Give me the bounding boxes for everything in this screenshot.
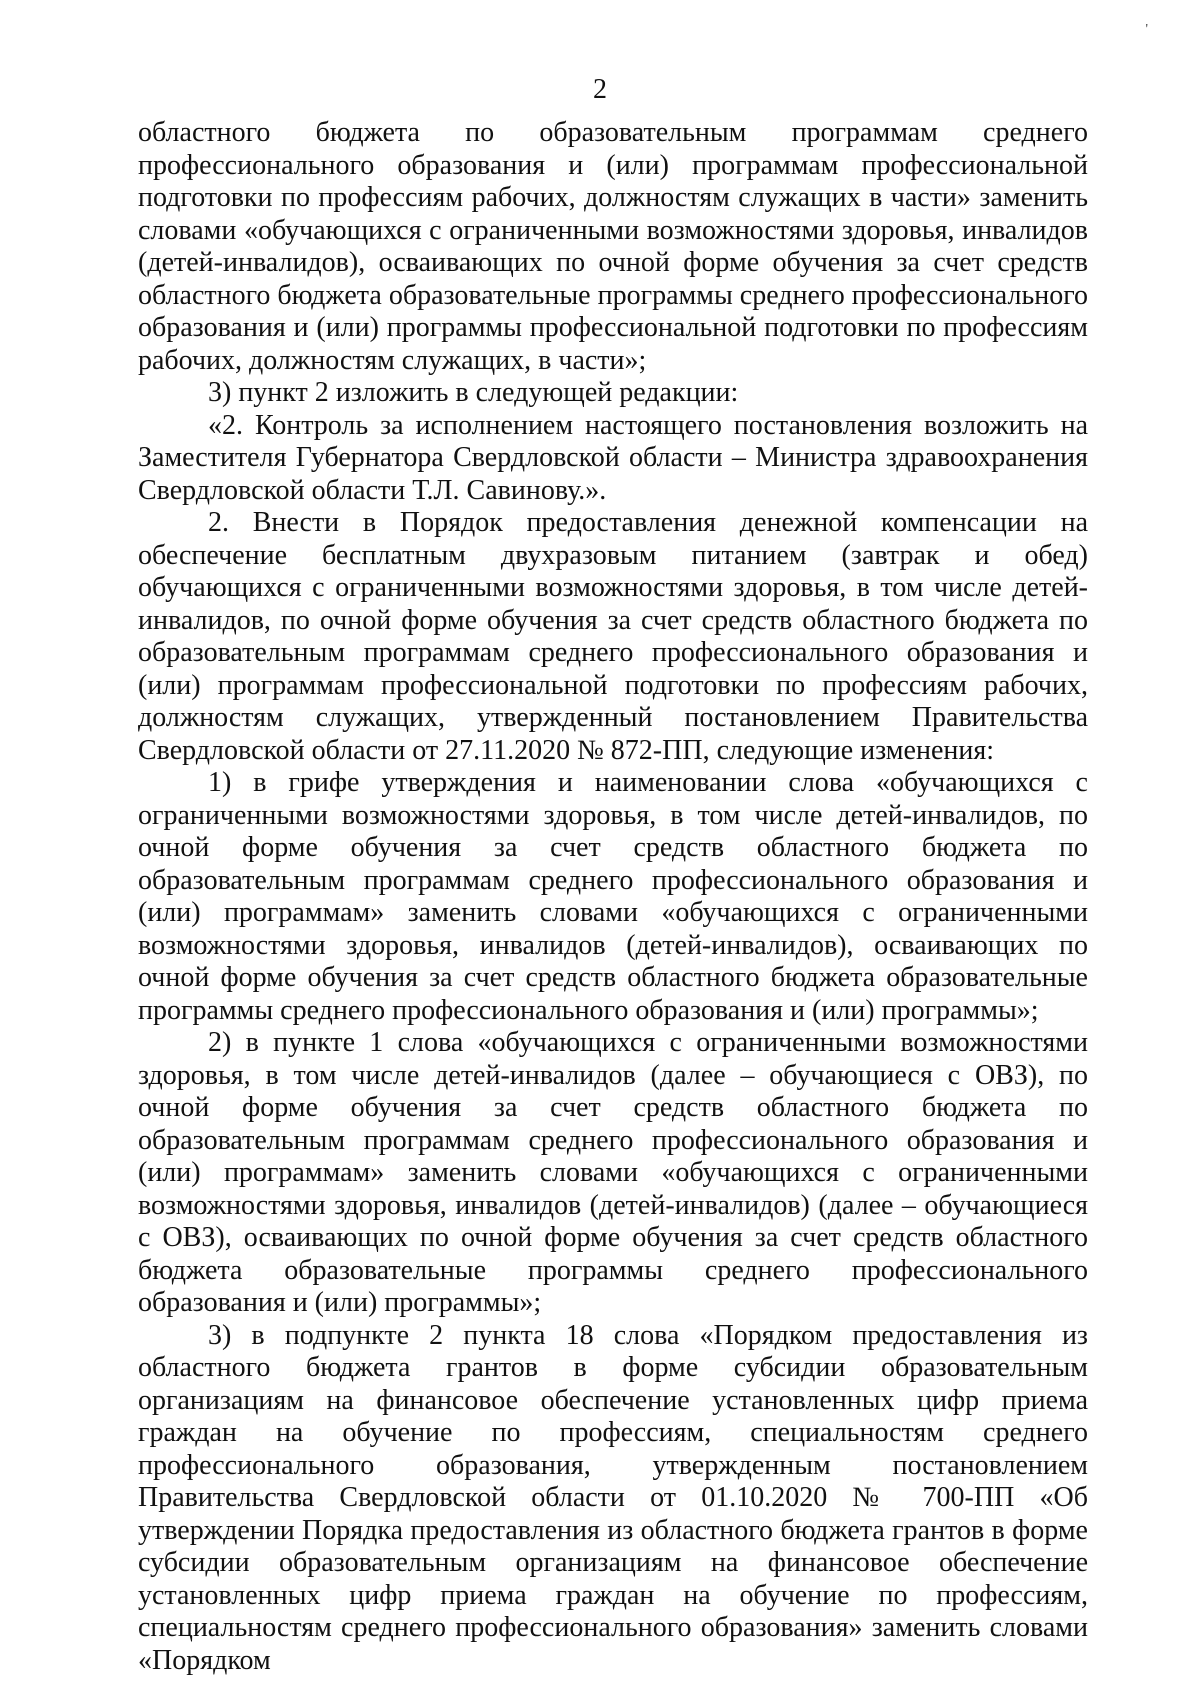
paragraph-section-2: 2. Внести в Порядок предоставления денежной компенсации на обеспечение бесплатным двухразовым питанием (завтрак и обед) обучающихся с ограниченными возможностями здоровья, в том числе детей-инвалидов, по очной форме обучения за счет средств областного бюджета по образовательным программам среднего профессионального образования и (или) программам профессиональной подготовки по профессиям рабочих, должностям служащих, утвержденный постановлением Правительства Свердловской области от 27.11.2020 № 872-ПП, следующие изменения: <box>138 507 1088 766</box>
paragraph-continuation: областного бюджета по образовательным программам среднего профессионального образования и (или) программам профессиональной подготовки по профессиям рабочих, должностям служащих в части» заменить словами «обучающихся с ограниченными возможностями здоровья, инвалидов (детей-инвалидов), осваивающих по очной форме обучения за счет средств областного бюджета образовательные программы среднего профессионального образования и (или) программы профессиональной подготовки по профессиям рабочих, должностям служащих, в части»; <box>138 117 1088 376</box>
scan-mark: ' <box>1145 22 1148 37</box>
paragraph-quoted-control: «2. Контроль за исполнением настоящего постановления возложить на Заместителя Губернатора Свердловской области – Министра здравоохранения Свердловской области Т.Л. Савинову.». <box>138 409 1088 506</box>
paragraph-subitem-3: 3) в подпункте 2 пункта 18 слова «Порядком предоставления из областного бюджета грантов в форме субсидии образовательным организациям на финансовое обеспечение установленных цифр приема граждан на обучение по профессиям, специальностям среднего профессионального образования, утвержденным постановлением Правительства Свердловской области от 01.10.2020 № 700-ПП «Об утверждении Порядка предоставления из областного бюджета грантов в форме субсидии образовательным организациям на финансовое обеспечение установленных цифр приема граждан на обучение по профессиям, специальностям среднего профессионального образования» заменить словами «Порядком <box>138 1319 1088 1676</box>
paragraph-subitem-1: 1) в грифе утверждения и наименовании слова «обучающихся с ограниченными возможностями здоровья, в том числе детей-инвалидов, по очной форме обучения за счет средств областного бюджета по образовательным программам среднего профессионального образования и (или) программам» заменить словами «обучающихся с ограниченными возможностями здоровья, инвалидов (детей-инвалидов), осваивающих по очной форме обучения за счет средств областного бюджета образовательные программы среднего профессионального образования и (или) программы»; <box>138 767 1088 1026</box>
document-body <box>138 117 1088 1677</box>
paragraph-subitem-2: 2) в пункте 1 слова «обучающихся с ограниченными возможностями здоровья, в том числе детей-инвалидов (далее – обучающиеся с ОВЗ), по очной форме обучения за счет средств областного бюджета по образовательным программам среднего профессионального образования и (или) программам» заменить словами «обучающихся с ограниченными возможностями здоровья, инвалидов (детей-инвалидов) (далее – обучающиеся с ОВЗ), осваивающих по очной форме обучения за счет средств областного бюджета образовательные программы среднего профессионального образования и (или) программы»; <box>138 1027 1088 1318</box>
page-number: 2 <box>593 74 607 105</box>
paragraph-item-3: 3) пункт 2 изложить в следующей редакции: <box>208 377 739 408</box>
